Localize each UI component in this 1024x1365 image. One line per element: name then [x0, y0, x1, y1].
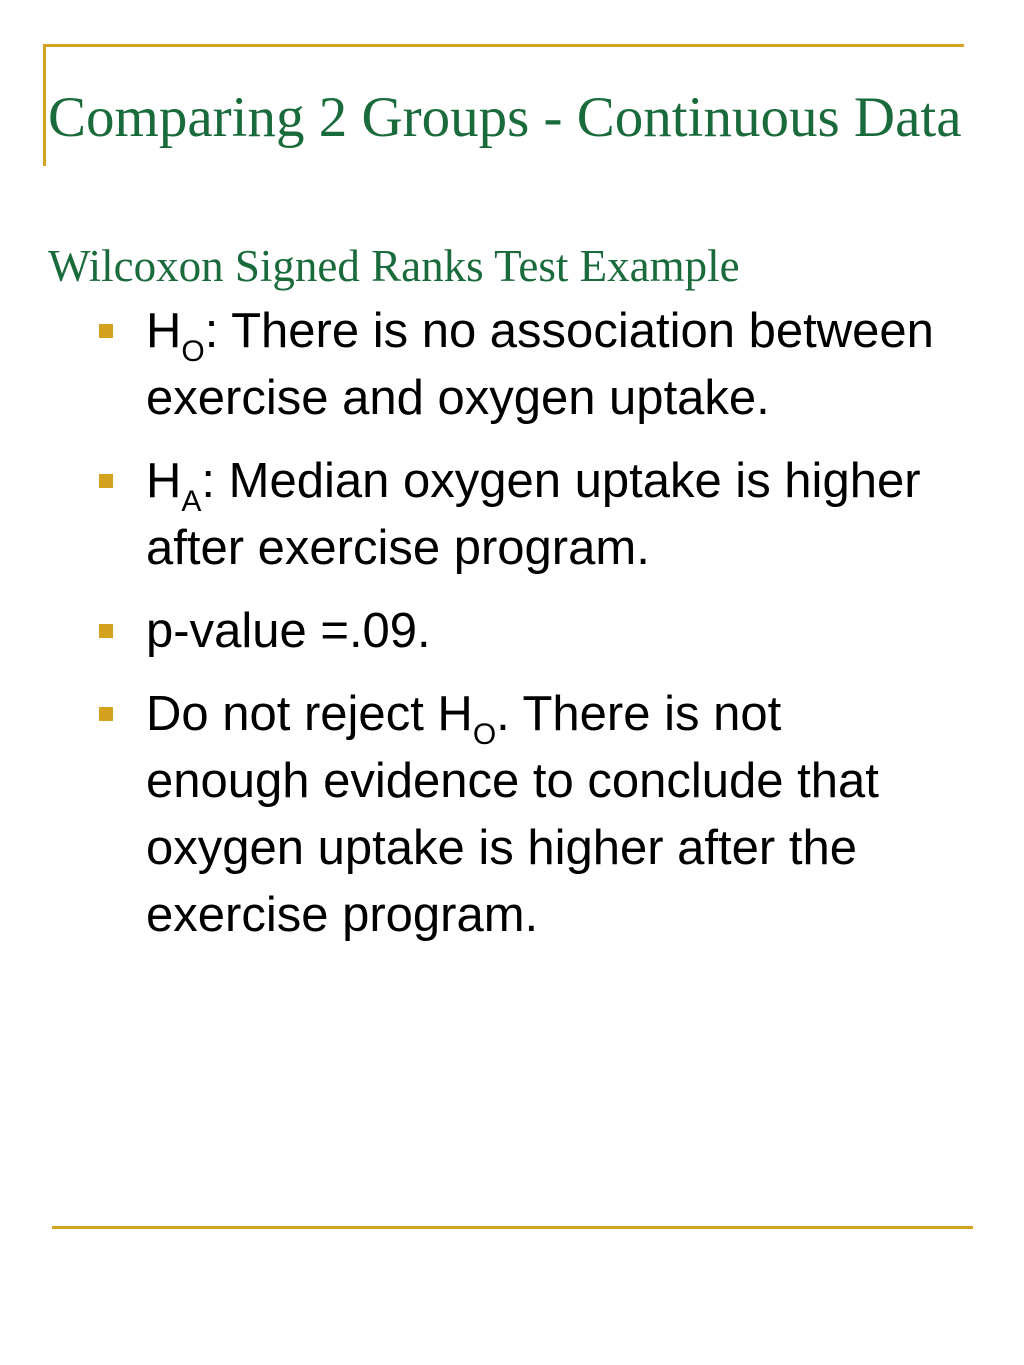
- bullet-null-hypothesis: [98, 298, 958, 432]
- bullet-text-lead: Do not reject H: [146, 687, 473, 741]
- left-rule: [43, 44, 46, 166]
- square-bullet-icon: [99, 624, 113, 638]
- bullet-alternative-hypothesis: [98, 448, 958, 582]
- hypothesis-subscript: O: [181, 335, 205, 368]
- bullet-text: : There is no association between exercise and oxygen uptake.: [146, 304, 934, 425]
- bullet-text: p-value =.09.: [146, 604, 431, 658]
- top-rule: [43, 44, 964, 47]
- hypothesis-symbol: H: [146, 304, 182, 358]
- hypothesis-subscript: O: [472, 718, 497, 751]
- bottom-rule: [52, 1226, 973, 1229]
- square-bullet-icon: [99, 474, 113, 488]
- slide-subtitle: Wilcoxon Signed Ranks Test Example: [48, 241, 740, 291]
- bullet-p-value: [98, 598, 958, 665]
- square-bullet-icon: [99, 324, 113, 338]
- hypothesis-symbol: H: [146, 454, 182, 508]
- bullet-conclusion: [98, 681, 958, 949]
- hypothesis-subscript: A: [181, 485, 202, 518]
- square-bullet-icon: [99, 707, 113, 721]
- bullet-text: : Median oxygen uptake is higher after exercise program.: [146, 454, 921, 575]
- bullet-text: . There is not enough evidence to conclude that oxygen uptake is higher after the exercise program.: [146, 687, 879, 942]
- slide-title: Comparing 2 Groups - Continuous Data: [48, 86, 962, 149]
- bullet-list: [98, 298, 958, 965]
